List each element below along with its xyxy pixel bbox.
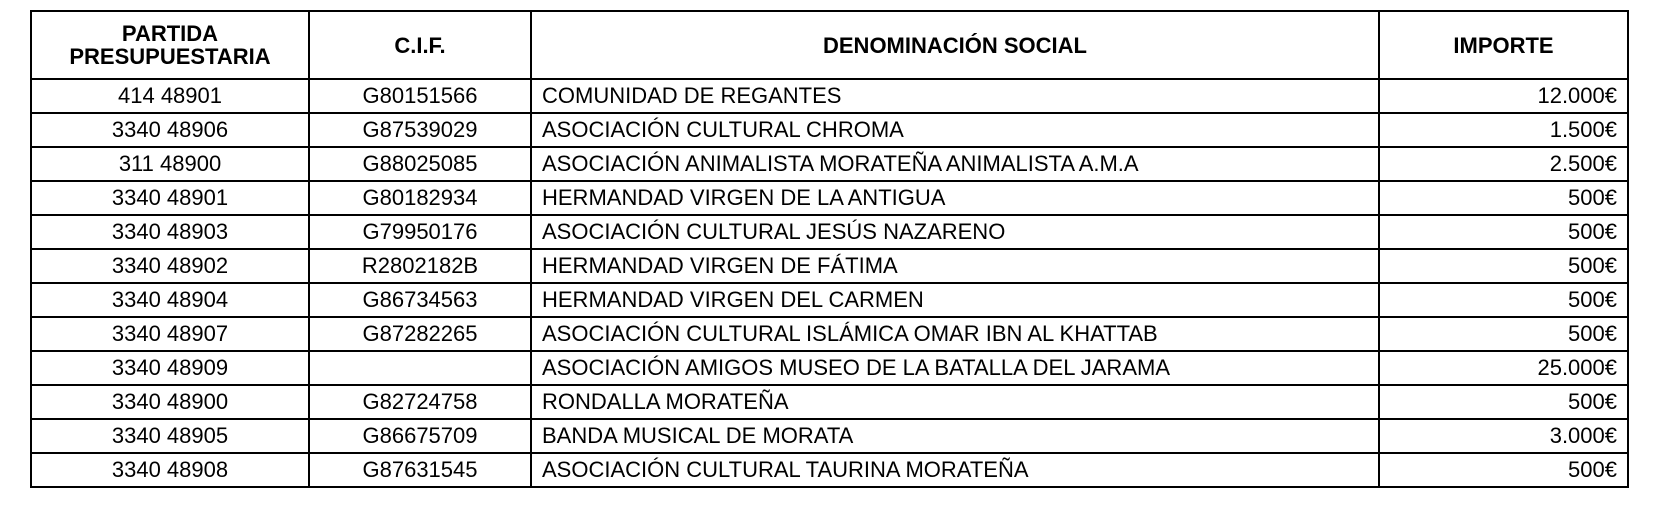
header-importe-label: IMPORTE: [1453, 32, 1554, 58]
cell-partida: 3340 48906: [31, 113, 309, 147]
cell-partida: 3340 48904: [31, 283, 309, 317]
header-denominacion: [531, 11, 1379, 79]
table-header-row: [31, 11, 1628, 79]
cell-partida: 3340 48900: [31, 385, 309, 419]
cell-cif: G79950176: [309, 215, 531, 249]
cell-denominacion: BANDA MUSICAL DE MORATA: [531, 419, 1379, 453]
table-row: [31, 351, 1628, 385]
cell-cif: G87631545: [309, 453, 531, 487]
cell-cif: G87282265: [309, 317, 531, 351]
cell-denominacion: ASOCIACIÓN ANIMALISTA MORATEÑA ANIMALISTA A.M.A: [531, 147, 1379, 181]
table-row: [31, 249, 1628, 283]
cell-denominacion: HERMANDAD VIRGEN DEL CARMEN: [531, 283, 1379, 317]
header-cif-label: C.I.F.: [394, 32, 446, 58]
header-denominacion-label: DENOMINACIÓN SOCIAL: [823, 32, 1087, 58]
cell-denominacion: ASOCIACIÓN CULTURAL JESÚS NAZARENO: [531, 215, 1379, 249]
table-row: [31, 453, 1628, 487]
cell-denominacion: COMUNIDAD DE REGANTES: [531, 79, 1379, 113]
cell-importe: 500€: [1379, 317, 1628, 351]
cell-partida: 3340 48908: [31, 453, 309, 487]
cell-denominacion: ASOCIACIÓN AMIGOS MUSEO DE LA BATALLA DEL JARAMA: [531, 351, 1379, 385]
cell-partida: 3340 48902: [31, 249, 309, 283]
cell-partida: 3340 48903: [31, 215, 309, 249]
cell-cif: G80182934: [309, 181, 531, 215]
cell-cif: G82724758: [309, 385, 531, 419]
table-row: [31, 79, 1628, 113]
cell-denominacion: HERMANDAD VIRGEN DE LA ANTIGUA: [531, 181, 1379, 215]
header-importe: [1379, 11, 1628, 79]
cell-partida: 311 48900: [31, 147, 309, 181]
cell-denominacion: ASOCIACIÓN CULTURAL CHROMA: [531, 113, 1379, 147]
cell-cif: G80151566: [309, 79, 531, 113]
cell-importe: 12.000€: [1379, 79, 1628, 113]
cell-partida: 3340 48909: [31, 351, 309, 385]
cell-importe: 500€: [1379, 283, 1628, 317]
cell-denominacion: RONDALLA MORATEÑA: [531, 385, 1379, 419]
header-cif: [309, 11, 531, 79]
cell-denominacion: HERMANDAD VIRGEN DE FÁTIMA: [531, 249, 1379, 283]
cell-cif: R2802182B: [309, 249, 531, 283]
cell-partida: 3340 48907: [31, 317, 309, 351]
grants-table: [30, 10, 1629, 488]
cell-importe: 1.500€: [1379, 113, 1628, 147]
cell-importe: 500€: [1379, 215, 1628, 249]
table-row: [31, 317, 1628, 351]
cell-denominacion: ASOCIACIÓN CULTURAL ISLÁMICA OMAR IBN AL KHATTAB: [531, 317, 1379, 351]
table-row: [31, 385, 1628, 419]
cell-importe: 3.000€: [1379, 419, 1628, 453]
table-row: [31, 283, 1628, 317]
table-row: [31, 147, 1628, 181]
cell-importe: 500€: [1379, 249, 1628, 283]
table-row: [31, 113, 1628, 147]
cell-cif: G88025085: [309, 147, 531, 181]
cell-cif: G86734563: [309, 283, 531, 317]
cell-importe: 500€: [1379, 181, 1628, 215]
cell-partida: 3340 48901: [31, 181, 309, 215]
cell-importe: 25.000€: [1379, 351, 1628, 385]
cell-cif: G87539029: [309, 113, 531, 147]
cell-denominacion: ASOCIACIÓN CULTURAL TAURINA MORATEÑA: [531, 453, 1379, 487]
cell-partida: 3340 48905: [31, 419, 309, 453]
cell-cif: G86675709: [309, 419, 531, 453]
cell-cif: [309, 351, 531, 385]
cell-importe: 500€: [1379, 385, 1628, 419]
table-row: [31, 181, 1628, 215]
header-partida: [31, 11, 309, 79]
cell-partida: 414 48901: [31, 79, 309, 113]
cell-importe: 500€: [1379, 453, 1628, 487]
table-row: [31, 419, 1628, 453]
cell-importe: 2.500€: [1379, 147, 1628, 181]
table-row: [31, 215, 1628, 249]
header-partida-label: PARTIDA PRESUPUESTARIA: [69, 21, 271, 69]
